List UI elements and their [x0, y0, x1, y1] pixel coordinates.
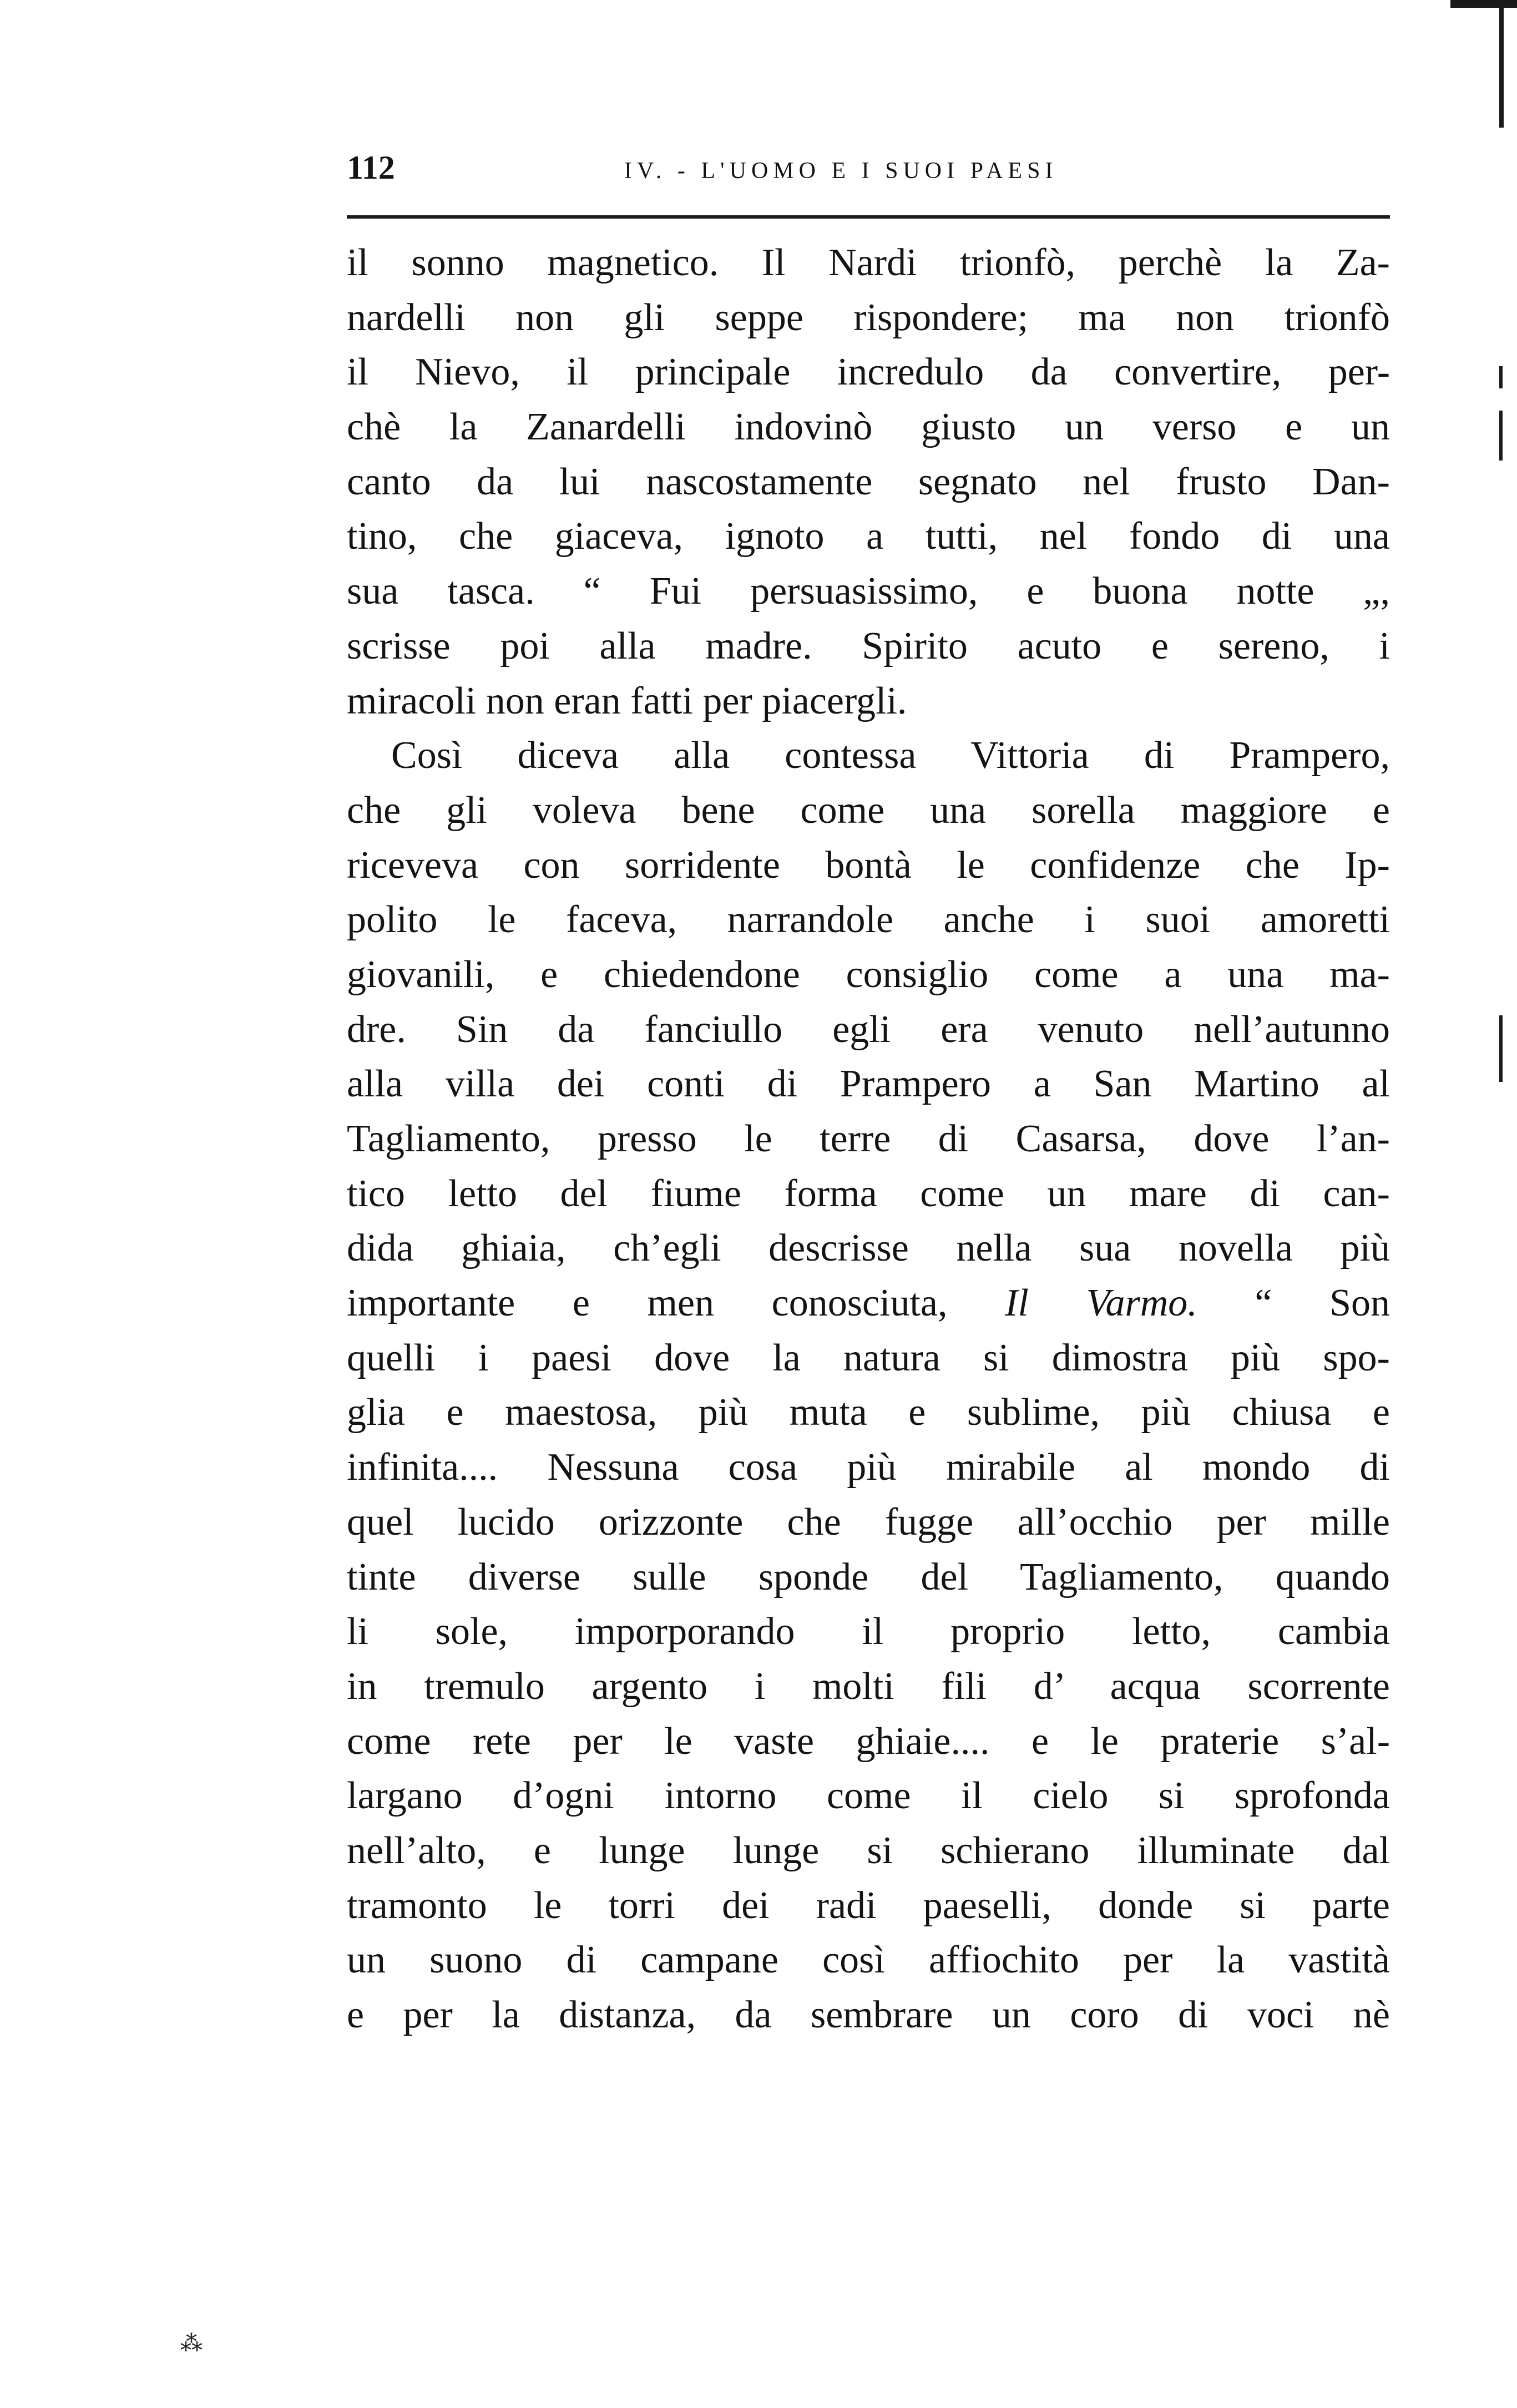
text-line: quel lucido orizzonte che fugge all’occhio per mille: [347, 1500, 1390, 1544]
text-line: polito le faceva, narrandole anche i suoi amoretti: [347, 898, 1390, 942]
page-edge-mark: [1450, 0, 1517, 8]
text-line: sua tasca. “ Fui persuasissimo, e buona notte „,: [347, 570, 1390, 613]
print-smudge: ⁂: [180, 2331, 203, 2356]
text-line: largano d’ogni intorno come il cielo si sprofonda: [347, 1774, 1390, 1818]
text-line: il sonno magnetico. Il Nardi trionfò, perchè la Za-: [347, 241, 1390, 284]
text-line: quelli i paesi dove la natura si dimostra più spo-: [347, 1336, 1390, 1379]
text-segment: importante e men conosciuta,: [347, 1282, 1005, 1325]
page-edge-mark: [1499, 0, 1504, 128]
text-line: miracoli non eran fatti per piacergli.: [347, 679, 907, 722]
text-line: scrisse poi alla madre. Spirito acuto e sereno, i: [347, 624, 1390, 667]
text-line: chè la Zanardelli indovinò giusto un verso e un: [347, 406, 1390, 449]
text-line: nell’alto, e lunge lunge si schierano illuminate dal: [347, 1829, 1390, 1872]
text-line: come rete per le vaste ghiaie.... e le praterie s’al-: [347, 1719, 1390, 1763]
text-line: e per la distanza, da sembrare un coro di voci nè: [347, 1994, 1390, 2036]
text-line: tinte diverse sulle sponde del Tagliamento, quando: [347, 1555, 1390, 1598]
text-line: riceveva con sorridente bontà le confidenze che Ip-: [347, 843, 1390, 887]
text-line: tico letto del fiume forma come un mare di can-: [347, 1172, 1390, 1215]
text-line: canto da lui nascostamente segnato nel frusto Dan-: [347, 460, 1390, 503]
running-head: IV. - L'UOMO E I SUOI PAESI: [624, 158, 1058, 184]
text-line: glia e maestosa, più muta e sublime, più chiusa e: [347, 1391, 1390, 1434]
text-line: Tagliamento, presso le terre di Casarsa, dove l’an-: [347, 1117, 1390, 1160]
text-line: in tremulo argento i molti fili d’ acqua scorrente: [347, 1665, 1390, 1708]
text-line: giovanili, e chiedendone consiglio come a una ma-: [347, 953, 1390, 996]
text-line: il Nievo, il principale incredulo da convertire, per-: [347, 351, 1390, 394]
text-line: nardelli non gli seppe rispondere; ma non trionfò: [347, 296, 1390, 339]
page-number: 112: [347, 149, 395, 186]
page-edge-mark: [1499, 411, 1503, 461]
page-edge-mark: [1499, 1015, 1503, 1082]
novel-title: Il Varmo.: [1005, 1282, 1197, 1325]
text-line: che gli voleva bene come una sorella maggiore e: [347, 788, 1390, 832]
text-line: infinita.... Nessuna cosa più mirabile al mondo di: [347, 1446, 1390, 1489]
text-line: alla villa dei conti di Prampero a San Martino al: [347, 1063, 1390, 1106]
text-line: dre. Sin da fanciullo egli era venuto nell’autunno: [347, 1008, 1390, 1051]
text-line: dida ghiaia, ch’egli descrisse nella sua novella più: [347, 1227, 1390, 1270]
text-line: li sole, imporporando il proprio letto, cambia: [347, 1610, 1390, 1653]
text-line: [347, 1276, 1390, 1331]
body-text: [347, 236, 1390, 2043]
text-segment: “ Son: [1197, 1282, 1390, 1325]
text-line: tino, che giaceva, ignoto a tutti, nel fondo di una: [347, 515, 1390, 558]
page-edge-mark: [1499, 366, 1503, 388]
header-rule: [347, 215, 1390, 219]
page-header: [347, 145, 1390, 190]
text-line: un suono di campane così affiochito per la vastità: [347, 1939, 1390, 1982]
text-line: Così diceva alla contessa Vittoria di Prampero,: [391, 734, 1390, 777]
text-line: tramonto le torri dei radi paeselli, donde si parte: [347, 1884, 1390, 1927]
